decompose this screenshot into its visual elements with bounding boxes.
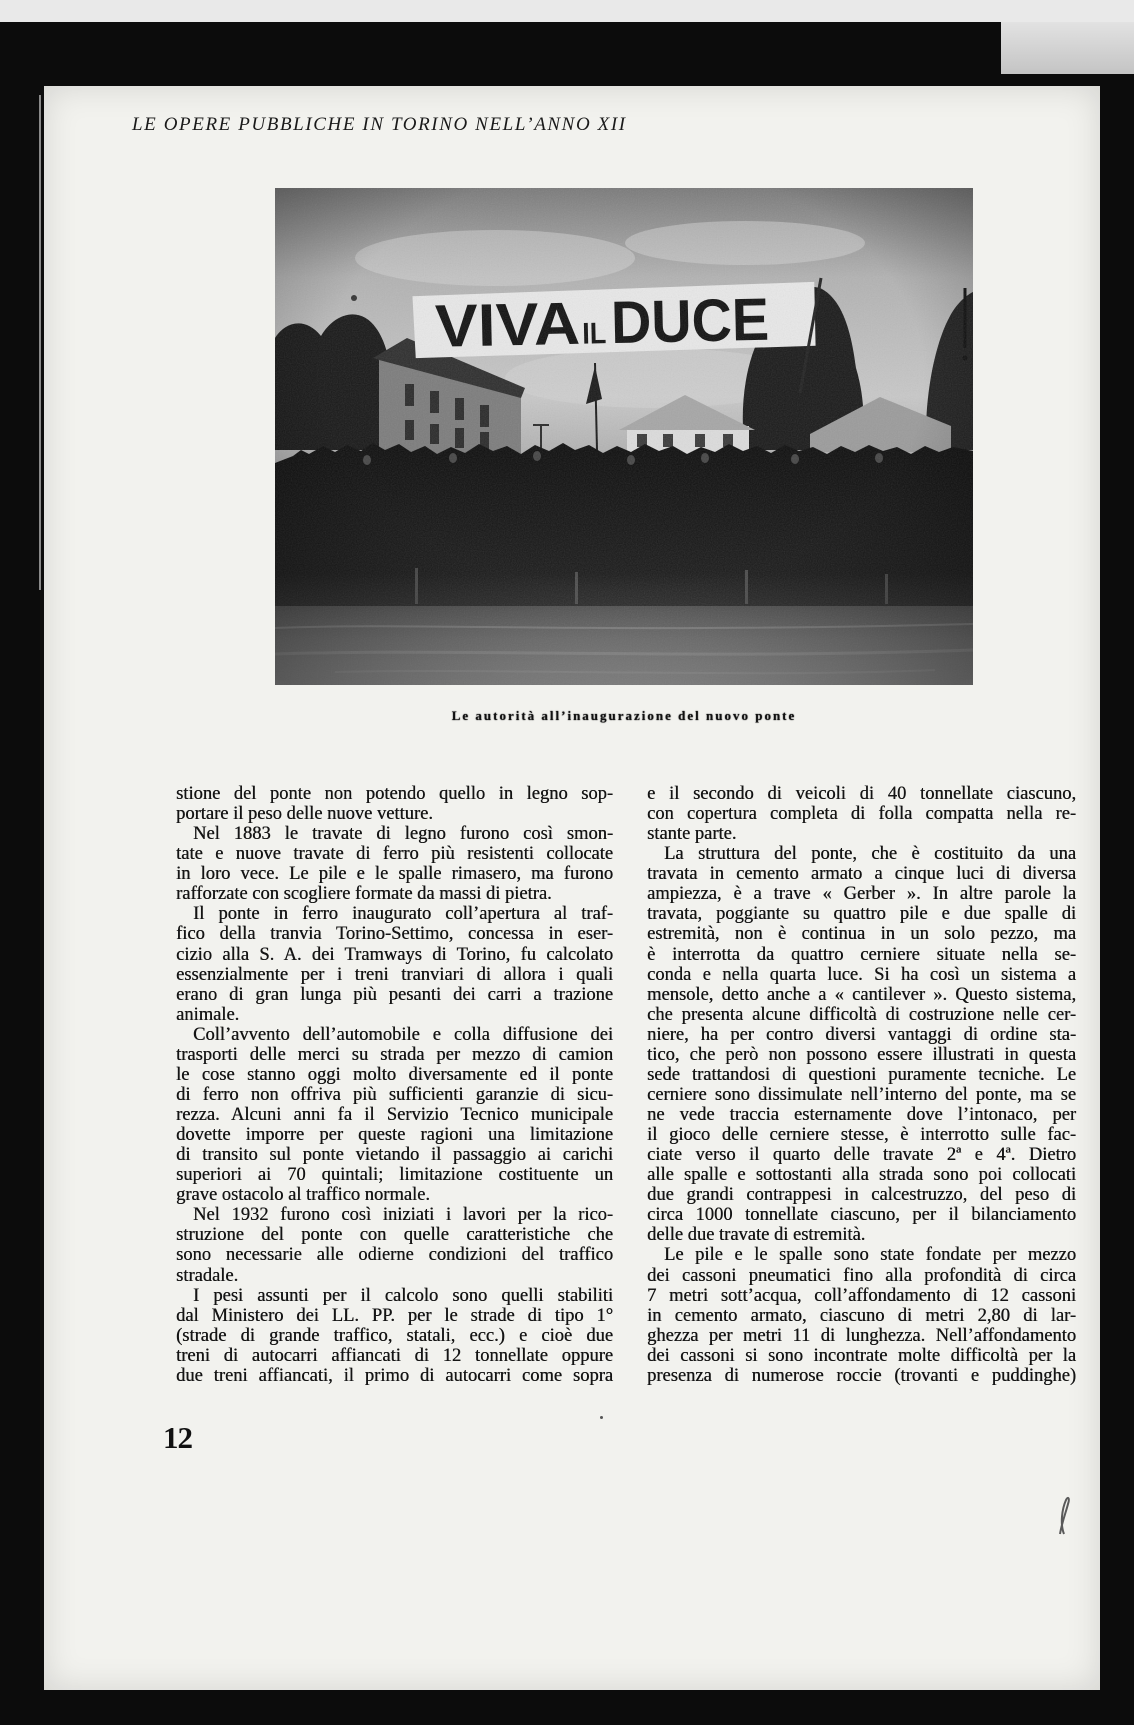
text-line: che presenta alcune difficoltà di costruzione nelle cer- bbox=[647, 1004, 1076, 1025]
text-line: ampiezza, è a trave « Gerber ». In altre parole la bbox=[647, 884, 1076, 905]
text-line: trasporti delle merci su strada per mezzo di camion bbox=[176, 1044, 613, 1065]
text-line: alle spalle e sottostanti alla strada sono poi collocati bbox=[647, 1165, 1076, 1186]
text-column-left bbox=[176, 784, 613, 1386]
text-line: le cose stanno oggi molto diversamente ed il ponte bbox=[176, 1064, 613, 1085]
text-line: di transito sul ponte vietando il passaggio ai carichi bbox=[176, 1145, 613, 1166]
text-line: in loro vece. Le pile e le spalle rimasero, ma furono bbox=[176, 864, 613, 885]
text-line: dovette imporre per queste ragioni una limitazione bbox=[176, 1125, 613, 1146]
photo-canvas bbox=[275, 188, 973, 685]
text-line: cizio alla S. A. dei Tramways di Torino, fu calcolato bbox=[176, 944, 613, 965]
text-line: Il ponte in ferro inaugurato coll’apertura al traf- bbox=[193, 904, 613, 925]
text-line: Le pile e le spalle sono state fondate per mezzo bbox=[664, 1245, 1076, 1266]
text-line: tate e nuove travate di ferro più resistenti collocate bbox=[176, 844, 613, 865]
photo-vignette bbox=[275, 188, 973, 685]
text-line: portare il peso delle nuove vetture. bbox=[176, 804, 433, 825]
text-line: sono necessarie alle odierne condizioni del traffico bbox=[176, 1245, 613, 1266]
paragraph bbox=[176, 1286, 613, 1386]
text-line: mensole, detto anche a « cantilever ». Questo sistema, bbox=[647, 984, 1076, 1005]
text-line: estremità, non è continua in un solo pezzo, ma bbox=[647, 924, 1076, 945]
text-line: ne vede traccia esternamente dove l’intonaco, per bbox=[647, 1105, 1076, 1125]
text-line: superiori ai 70 quintali; limitazione costituente un bbox=[176, 1165, 613, 1186]
text-line: il gioco delle cerniere stesse, è interrotto sulle fac- bbox=[647, 1125, 1076, 1146]
paragraph bbox=[176, 784, 613, 824]
text-line: conda e nella quarta luce. Si ha così un sistema a bbox=[647, 964, 1076, 985]
photo-caption: Le autorità all’inaugurazione del nuovo ponte bbox=[451, 708, 797, 723]
text-line: sede trattandosi di questioni puramente tecniche. Le bbox=[647, 1064, 1076, 1085]
text-line: ghezza per metri 11 di lunghezza. Nell’affondamento bbox=[647, 1325, 1076, 1346]
text-line: tico, che però non possono essere illustrati in questa bbox=[647, 1044, 1076, 1065]
text-line: due treni affiancati, il primo di autocarri come sopra bbox=[176, 1365, 613, 1386]
text-line: 7 metri sott’acqua, coll’affondamento di 12 cassoni bbox=[647, 1285, 1076, 1306]
paragraph bbox=[647, 844, 1076, 1245]
text-column-right bbox=[647, 784, 1076, 1386]
text-line: travata, poggiante su quattro pile e due spalle di bbox=[647, 904, 1076, 925]
text-line: dei cassoni pneumatici fino alla profondità di circa bbox=[647, 1265, 1076, 1286]
text-line: dei cassoni si sono incontrate molte difficoltà per la bbox=[647, 1345, 1076, 1366]
scan-mark bbox=[1052, 1494, 1074, 1538]
paragraph bbox=[176, 904, 613, 1024]
text-line: stradale. bbox=[176, 1265, 239, 1286]
text-line: rafforzate con scogliere formate da massi di pietra. bbox=[176, 884, 552, 905]
text-line: treni di autocarri affiancati di 12 tonnellate oppure bbox=[176, 1345, 613, 1366]
page-fold-line bbox=[39, 95, 41, 590]
text-line: circa 1000 tonnellate ciascuno, per il bilanciamento bbox=[647, 1205, 1076, 1226]
text-line: Coll’avvento dell’automobile e colla diffusione dei bbox=[193, 1024, 613, 1045]
text-line: stante parte. bbox=[647, 824, 737, 845]
scan-corner-patch bbox=[1001, 22, 1134, 74]
text-line: con copertura completa di folla compatta nella re- bbox=[647, 804, 1076, 825]
text-line: niere, ha per contro diversi vantaggi di ordine sta- bbox=[647, 1024, 1076, 1045]
text-line: di ferro non offriva più sufficienti garanzie di sicu- bbox=[176, 1084, 613, 1105]
text-line: stione del ponte non potendo quello in legno sop- bbox=[176, 784, 613, 804]
running-title: LE OPERE PUBBLICHE IN TORINO NELL’ANNO XII bbox=[132, 114, 627, 135]
text-line: travata in cemento armato a cinque luci di diversa bbox=[647, 864, 1076, 885]
text-line: delle due travate di estremità. bbox=[647, 1225, 866, 1246]
text-line: fico della tranvia Torino-Settimo, concessa in eser- bbox=[176, 924, 613, 945]
text-line: presenza di numerose roccie (trovanti e puddinghe) bbox=[647, 1365, 1076, 1386]
text-line: in cemento armato, ciascuno di metri 2,80 di lar- bbox=[647, 1305, 1076, 1326]
text-line: grave ostacolo al traffico normale. bbox=[176, 1185, 430, 1206]
paragraph bbox=[176, 1025, 613, 1206]
scan-speck bbox=[600, 1416, 603, 1419]
text-line: La struttura del ponte, che è costituito da una bbox=[664, 844, 1076, 865]
text-line: e il secondo di veicoli di 40 tonnellate ciascuno, bbox=[647, 784, 1076, 804]
text-line: essenzialmente per i treni tranviari di allora i quali bbox=[176, 964, 613, 985]
paragraph bbox=[647, 1245, 1076, 1385]
text-line: erano di gran lunga più pesanti dei carri a trazione bbox=[176, 984, 613, 1005]
text-line: è interrotta da quattro cerniere situate nella se- bbox=[647, 944, 1076, 965]
text-line: struzione del ponte con quelle caratteristiche che bbox=[176, 1225, 613, 1246]
text-line: ciate verso il quarto delle travate 2ª e 4ª. Dietro bbox=[647, 1145, 1076, 1166]
paragraph bbox=[176, 824, 613, 904]
text-line: Nel 1932 furono così iniziati i lavori per la rico- bbox=[193, 1205, 613, 1226]
text-line: cerniere sono dissimulate nell’interno del ponte, ma se bbox=[647, 1084, 1076, 1105]
text-line: animale. bbox=[176, 1004, 240, 1025]
text-line: due grandi contrappesi in calcestruzzo, del peso di bbox=[647, 1185, 1076, 1206]
paragraph bbox=[647, 784, 1076, 844]
page-number: 12 bbox=[163, 1420, 192, 1455]
text-line: (strade di grande traffico, statali, ecc.) e cioè due bbox=[176, 1325, 613, 1346]
text-line: Nel 1883 le travate di legno furono così smon- bbox=[193, 824, 613, 845]
text-line: rezza. Alcuni anni fa il Servizio Tecnico municipale bbox=[176, 1105, 613, 1125]
text-line: dal Ministero dei LL. PP. per le strade di tipo 1° bbox=[176, 1305, 613, 1326]
inauguration-photo bbox=[275, 188, 973, 685]
paragraph bbox=[176, 1205, 613, 1285]
text-line: I pesi assunti per il calcolo sono quelli stabiliti bbox=[193, 1285, 613, 1306]
